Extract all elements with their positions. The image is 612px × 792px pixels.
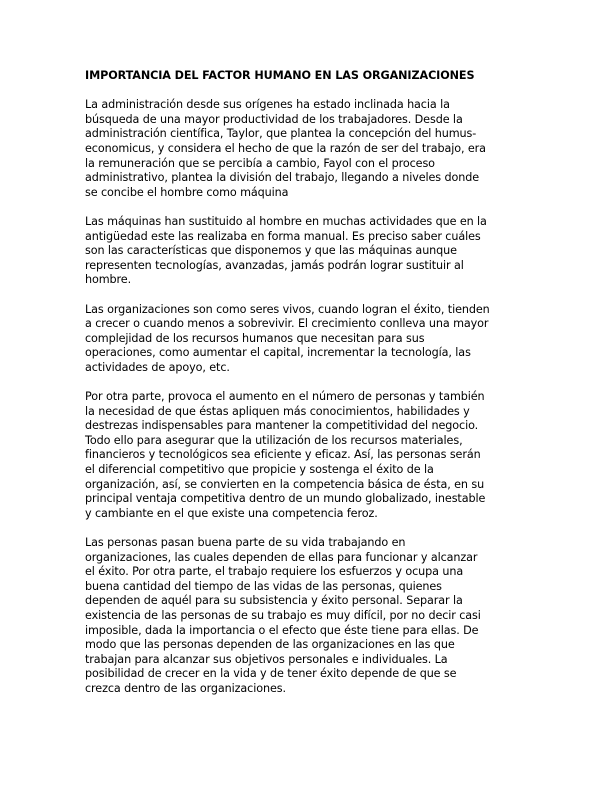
paragraph-line: trabajan para alcanzar sus objetivos personales e individuales. La bbox=[85, 652, 448, 666]
paragraph-line: La administración desde sus orígenes ha estado inclinada hacia la bbox=[85, 98, 450, 112]
paragraph-line: hombre. bbox=[85, 273, 132, 287]
paragraph-line: Las personas pasan buena parte de su vida trabajando en bbox=[85, 536, 406, 549]
paragraph-line: el éxito. Por otra parte, el trabajo requiere los esfuerzos y ocupa una bbox=[85, 565, 464, 579]
paragraph-line: complejidad de los recursos humanos que necesitan para sus bbox=[85, 331, 425, 345]
document-body bbox=[85, 69, 535, 711]
paragraph-line: Por otra parte, provoca el aumento en el número de personas y también bbox=[85, 390, 485, 404]
paragraph-5 bbox=[85, 536, 535, 697]
paragraph-line: administrativo, plantea la división del trabajo, llegando a niveles donde bbox=[85, 171, 480, 185]
document-title: IMPORTANCIA DEL FACTOR HUMANO EN LAS ORGANIZACIONES bbox=[85, 69, 475, 82]
paragraph-list bbox=[85, 98, 535, 696]
paragraph-line: crezca dentro de las organizaciones. bbox=[85, 681, 286, 695]
paragraph-4 bbox=[85, 390, 535, 521]
paragraph-line: a crecer o cuando menos a sobrevivir. El crecimiento conlleva una mayor bbox=[85, 317, 489, 331]
paragraph-line: imposible, dada la importancia o el efecto que éste tiene para ellas. De bbox=[85, 623, 479, 637]
paragraph-line: Todo ello para asegurar que la utilización de los recursos materiales, bbox=[85, 433, 463, 447]
paragraph-line: buena cantidad del tiempo de las vidas de las personas, quienes bbox=[85, 579, 442, 593]
paragraph-2 bbox=[85, 215, 535, 288]
paragraph-line: Las máquinas han sustituido al hombre en muchas actividades que en la bbox=[85, 214, 487, 228]
paragraph-line: organización, así, se convierten en la competencia básica de ésta, en su bbox=[85, 477, 485, 491]
paragraph-line: son las características que disponemos y que las máquinas aunque bbox=[85, 244, 457, 258]
paragraph-line: destrezas indispensables para mantener la competitividad del negocio. bbox=[85, 419, 479, 433]
paragraph-line: se concibe el hombre como máquina bbox=[85, 185, 289, 199]
paragraph-1 bbox=[85, 98, 535, 200]
paragraph-line: modo que las personas dependen de las organizaciones en las que bbox=[85, 638, 455, 652]
paragraph-line: posibilidad de crecer en la vida y de tener éxito depende de que se bbox=[85, 667, 457, 681]
paragraph-line: operaciones, como aumentar el capital, incrementar la tecnología, las bbox=[85, 346, 471, 360]
paragraph-line: organizaciones, las cuales dependen de ellas para funcionar y alcanzar bbox=[85, 550, 478, 564]
paragraph-line: Las organizaciones son como seres vivos, cuando logran el éxito, tienden bbox=[85, 302, 490, 316]
paragraph-line: búsqueda de una mayor productividad de los trabajadores. Desde la bbox=[85, 112, 463, 126]
paragraph-line: administración científica, Taylor, que plantea la concepción del humus- bbox=[85, 127, 477, 141]
paragraph-line: financieros y tecnológicos sea eficiente y eficaz. Así, las personas serán bbox=[85, 448, 481, 462]
paragraph-3 bbox=[85, 303, 535, 376]
paragraph-line: dependen de aquél para su subsistencia y éxito personal. Separar la bbox=[85, 594, 463, 608]
paragraph-line: economicus, y considera el hecho de que la razón de ser del trabajo, era bbox=[85, 141, 486, 155]
paragraph-line: el diferencial competitivo que propicie y sostenga el éxito de la bbox=[85, 463, 434, 477]
paragraph-line: la necesidad de que éstas apliquen más conocimientos, habilidades y bbox=[85, 404, 470, 418]
paragraph-line: principal ventaja competitiva dentro de un mundo globalizado, inestable bbox=[85, 492, 486, 506]
paragraph-line: actividades de apoyo, etc. bbox=[85, 360, 230, 374]
paragraph-line: representen tecnologías, avanzadas, jamás podrán lograr sustituir al bbox=[85, 258, 464, 272]
paragraph-line: la remuneración que se percibía a cambio, Fayol con el proceso bbox=[85, 156, 435, 170]
paragraph-line: antigüedad este las realizaba en forma manual. Es preciso saber cuáles bbox=[85, 229, 481, 243]
paragraph-line: existencia de las personas de su trabajo es muy difícil, por no decir casi bbox=[85, 608, 481, 622]
paragraph-line: y cambiante en el que existe una competencia feroz. bbox=[85, 506, 378, 520]
